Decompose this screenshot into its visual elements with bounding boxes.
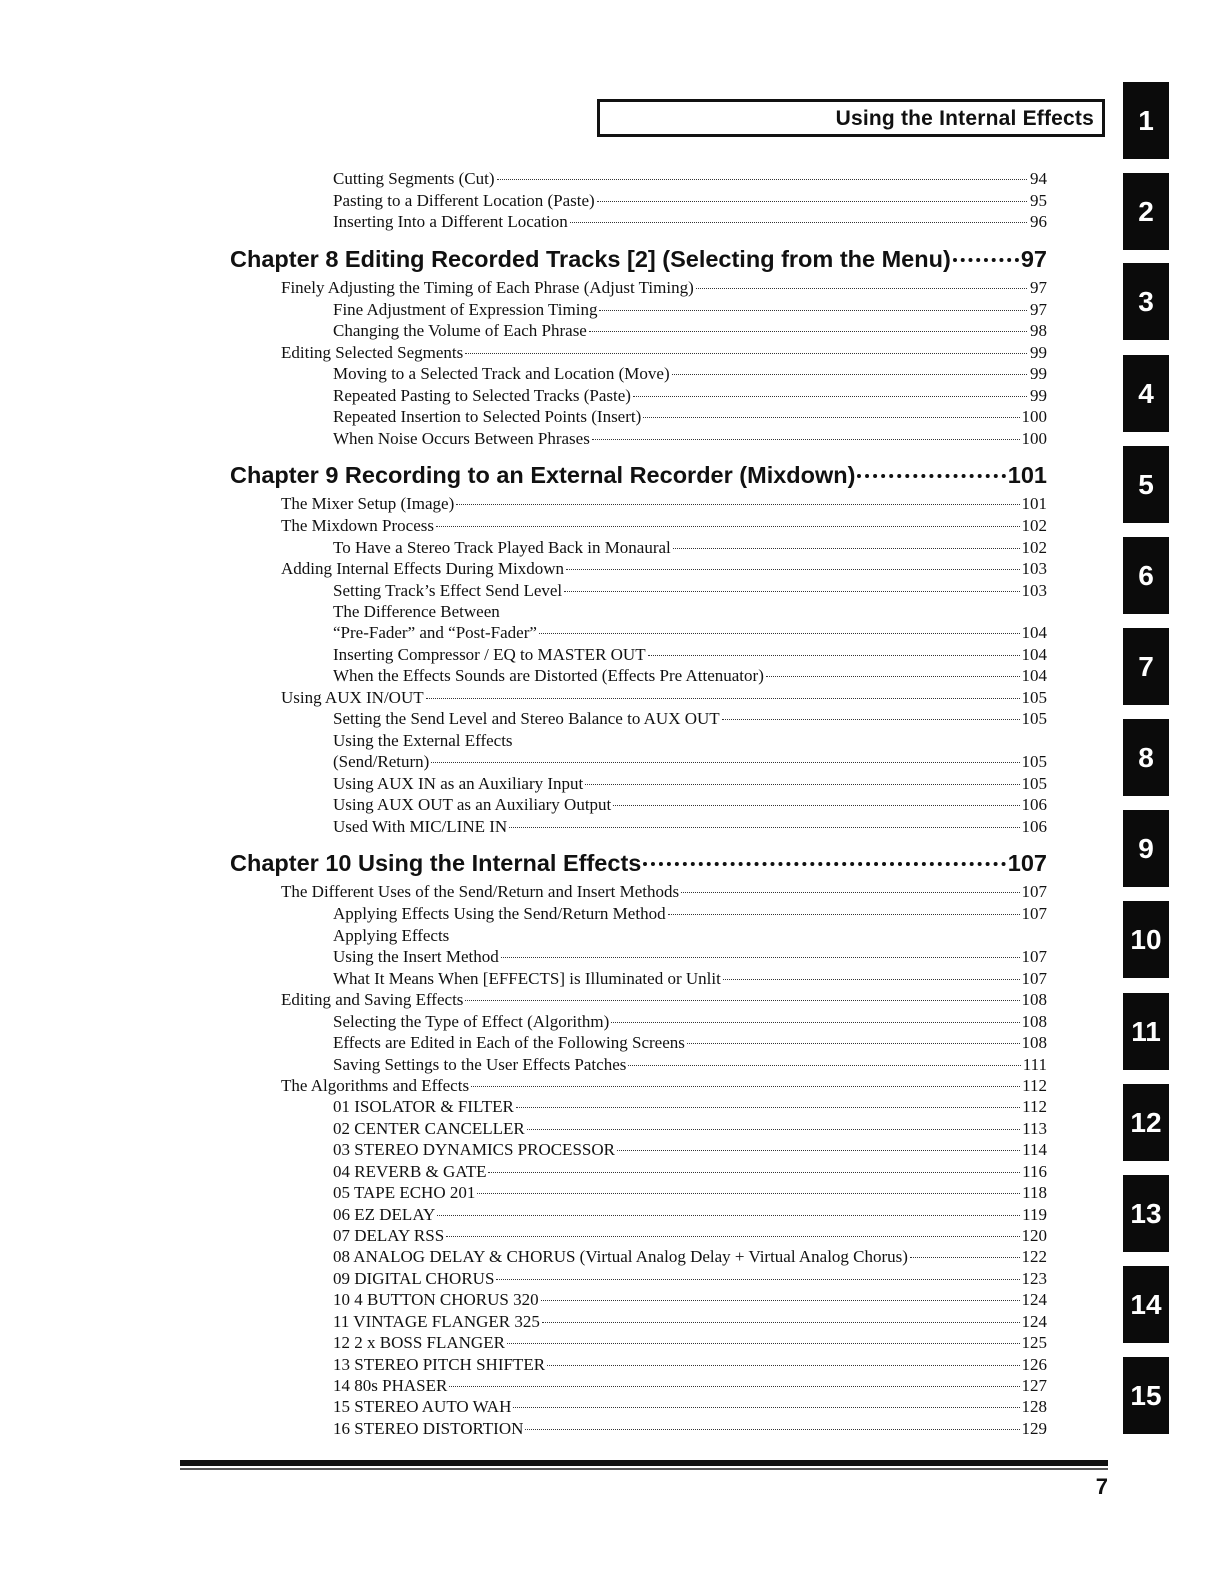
dot-leader: [566, 569, 1020, 570]
toc-entry-page: 106: [1021, 817, 1047, 836]
chapter-tab-2[interactable]: 2: [1123, 173, 1169, 250]
toc-entry-title: 01 ISOLATOR & FILTER: [333, 1097, 514, 1116]
toc-entry[interactable]: [281, 493, 1047, 514]
chapter-page: 97: [1020, 246, 1047, 272]
dot-leader: [585, 784, 1019, 785]
toc-entry-title: The Different Uses of the Send/Return and Insert Methods: [281, 882, 680, 901]
toc-entry-page: 119: [1022, 1205, 1047, 1224]
toc-entry-title: 09 DIGITAL CHORUS: [333, 1269, 495, 1288]
chapter-tab-4[interactable]: 4: [1123, 355, 1169, 432]
chapter-heading[interactable]: [230, 849, 1047, 877]
dot-leader: [446, 1236, 1019, 1237]
toc-entry-page: 103: [1021, 581, 1047, 600]
toc-entry-page: 118: [1022, 1183, 1047, 1202]
toc-entry-title: Editing and Saving Effects: [281, 990, 464, 1009]
toc-entry-title: Saving Settings to the User Effects Patches: [333, 1055, 627, 1074]
dot-leader: [426, 698, 1020, 699]
toc-entry-title: 06 EZ DELAY: [333, 1205, 436, 1224]
chapter-tab-10[interactable]: 10: [1123, 901, 1169, 978]
dot-leader: [910, 1257, 1020, 1258]
toc-entry-page: 100: [1021, 407, 1047, 426]
toc-entry-title: Editing Selected Segments: [281, 343, 464, 362]
toc-entry[interactable]: [333, 1161, 1047, 1182]
chapter-tab-1[interactable]: 1: [1123, 82, 1169, 159]
toc-entry[interactable]: [333, 299, 1047, 320]
toc-entry-title: 15 STEREO AUTO WAH: [333, 1397, 512, 1416]
toc-entry[interactable]: [281, 687, 1047, 708]
dot-leader: [633, 396, 1027, 397]
toc-entry-page: 113: [1022, 1119, 1047, 1138]
chapter-tab-8[interactable]: 8: [1123, 719, 1169, 796]
toc-entry-page: 102: [1021, 538, 1047, 557]
chapter-tab-11[interactable]: 11: [1123, 993, 1169, 1070]
chapter-tab-13[interactable]: 13: [1123, 1175, 1169, 1252]
toc-entry-page: 116: [1022, 1162, 1047, 1181]
toc-entry-page: 124: [1021, 1290, 1047, 1309]
toc-entry-page: 129: [1021, 1419, 1047, 1438]
dot-leader: [722, 719, 1020, 720]
toc-entry-page: 111: [1022, 1055, 1047, 1074]
toc-entry[interactable]: [333, 406, 1047, 427]
chapter-heading[interactable]: [230, 245, 1047, 273]
dot-leader: [497, 179, 1028, 180]
toc-entry-title: “Pre-Fader” and “Post-Fader”: [333, 623, 537, 642]
toc-entry-page: 105: [1021, 774, 1047, 793]
toc-entry-title: Repeated Insertion to Selected Points (Insert): [333, 407, 642, 426]
dot-leader: [766, 676, 1020, 677]
toc-entry[interactable]: [333, 363, 1047, 384]
dot-leader: [477, 1193, 1020, 1194]
toc-entry-title: To Have a Stereo Track Played Back in Monaural: [333, 538, 671, 557]
chapter-tab-14[interactable]: 14: [1123, 1266, 1169, 1343]
dot-leader: [673, 548, 1020, 549]
toc-entry-title: Inserting Compressor / EQ to MASTER OUT: [333, 645, 646, 664]
toc-entry[interactable]: [333, 925, 449, 946]
dot-leader: [597, 201, 1027, 202]
toc-entry[interactable]: [281, 342, 1047, 363]
toc-entry-page: 108: [1021, 1033, 1047, 1052]
toc-entry-title: What It Means When [EFFECTS] is Illuminated or Unlit: [333, 969, 721, 988]
toc-entry[interactable]: [333, 1182, 1047, 1203]
running-header: [597, 99, 1105, 137]
toc-entry[interactable]: [333, 708, 1047, 729]
dot-leader: [436, 526, 1020, 527]
chapter-tab-5[interactable]: 5: [1123, 446, 1169, 523]
toc-entry[interactable]: [333, 622, 1047, 643]
toc-entry[interactable]: [333, 1225, 1047, 1246]
toc-entry-title: Setting Track’s Effect Send Level: [333, 581, 563, 600]
toc-entry-title: When Noise Occurs Between Phrases: [333, 429, 590, 448]
chapter-tab-9[interactable]: 9: [1123, 810, 1169, 887]
toc-entry-page: 95: [1030, 191, 1047, 210]
dot-leader: [525, 1429, 1019, 1430]
toc-entry-page: 101: [1021, 494, 1047, 513]
toc-entry[interactable]: [281, 277, 1047, 298]
toc-entry[interactable]: [333, 1011, 1047, 1032]
dot-leader: [564, 591, 1019, 592]
dot-leader: [599, 310, 1027, 311]
toc-entry-page: 114: [1022, 1140, 1047, 1159]
toc-entry-title: Finely Adjusting the Timing of Each Phrase (Adjust Timing): [281, 278, 694, 297]
toc-entry[interactable]: [333, 730, 513, 751]
toc-entry-title: The Difference Between: [333, 602, 500, 621]
toc-entry-page: 127: [1021, 1376, 1047, 1395]
toc-entry-title: 10 4 BUTTON CHORUS 320: [333, 1290, 539, 1309]
toc-entry-title: 14 80s PHASER: [333, 1376, 448, 1395]
toc-entry-title: The Algorithms and Effects: [281, 1076, 470, 1095]
toc-entry-page: 96: [1030, 212, 1047, 231]
toc-entry[interactable]: [333, 1354, 1047, 1375]
dot-leader: [628, 1065, 1020, 1066]
toc-entry[interactable]: [333, 794, 1047, 815]
dot-leader: [456, 504, 1019, 505]
toc-entry[interactable]: [333, 1096, 1047, 1117]
toc-entry[interactable]: [333, 1118, 1047, 1139]
toc-entry-page: 107: [1021, 882, 1047, 901]
toc-entry[interactable]: [333, 1268, 1047, 1289]
dot-leader: [611, 1022, 1019, 1023]
chapter-tab-7[interactable]: 7: [1123, 628, 1169, 705]
chapter-tab-12[interactable]: 12: [1123, 1084, 1169, 1161]
toc-entry[interactable]: [333, 751, 1047, 772]
toc-entry-title: Using AUX IN/OUT: [281, 688, 424, 707]
toc-entry-page: 105: [1021, 752, 1047, 771]
dot-leader: [570, 222, 1027, 223]
dot-leader: [539, 633, 1020, 634]
toc-entry[interactable]: [333, 1289, 1047, 1310]
toc-entry-title: Adding Internal Effects During Mixdown: [281, 559, 564, 578]
toc-entry-page: 106: [1021, 795, 1047, 814]
toc-entry-page: 104: [1021, 623, 1047, 642]
toc-entry[interactable]: [333, 1311, 1047, 1332]
toc-entry-page: 97: [1030, 300, 1047, 319]
dot-leader: [592, 439, 1020, 440]
toc-entry-page: 100: [1021, 429, 1047, 448]
dot-leader: [465, 353, 1027, 354]
toc-entry[interactable]: [281, 558, 1047, 579]
toc-entry[interactable]: [333, 665, 1047, 686]
chapter-title: Chapter 8 Editing Recorded Tracks [2] (Selecting from the Menu): [230, 246, 951, 272]
dot-leader: [589, 331, 1027, 332]
dot-leader: [516, 1107, 1020, 1108]
toc-entry[interactable]: [333, 1418, 1047, 1439]
dot-leader: [547, 1365, 1019, 1366]
toc-entry-title: Selecting the Type of Effect (Algorithm): [333, 1012, 610, 1031]
toc-entry-page: 124: [1021, 1312, 1047, 1331]
toc-entry[interactable]: [333, 1054, 1047, 1075]
toc-entry[interactable]: [333, 1375, 1047, 1396]
toc-entry[interactable]: [333, 1032, 1047, 1053]
toc-entry-title: 11 VINTAGE FLANGER 325: [333, 1312, 540, 1331]
toc-entry[interactable]: [333, 168, 1047, 189]
toc-entry-page: 94: [1030, 169, 1047, 188]
toc-entry-title: 16 STEREO DISTORTION: [333, 1419, 524, 1438]
toc-entry-page: 99: [1030, 364, 1047, 383]
dot-leader: [857, 474, 1005, 478]
toc-entry-title: Cutting Segments (Cut): [333, 169, 495, 188]
toc-entry-title: 05 TAPE ECHO 201: [333, 1183, 476, 1202]
chapter-tab-3[interactable]: 3: [1123, 263, 1169, 340]
toc-entry-title: 08 ANALOG DELAY & CHORUS (Virtual Analog Delay + Virtual Analog Chorus): [333, 1247, 908, 1266]
toc-entry-title: Applying Effects Using the Send/Return Method: [333, 904, 666, 923]
dot-leader: [668, 914, 1020, 915]
toc-entry[interactable]: [333, 385, 1047, 406]
dot-leader: [449, 1386, 1019, 1387]
toc-entry-title: The Mixer Setup (Image): [281, 494, 455, 513]
dot-leader: [643, 862, 1005, 866]
dot-leader: [465, 1000, 1019, 1001]
toc-entry-page: 99: [1030, 386, 1047, 405]
toc-entry[interactable]: [333, 1139, 1047, 1160]
toc-entry[interactable]: [333, 320, 1047, 341]
toc-entry[interactable]: [281, 515, 1047, 536]
toc-entry-page: 104: [1021, 645, 1047, 664]
toc-entry[interactable]: [333, 580, 1047, 601]
toc-entry-page: 107: [1021, 904, 1047, 923]
dot-leader: [437, 1215, 1020, 1216]
toc-entry-page: 99: [1030, 343, 1047, 362]
toc-entry-title: Using AUX IN as an Auxiliary Input: [333, 774, 584, 793]
toc-entry-page: 120: [1021, 1226, 1047, 1245]
toc-entry-page: 128: [1021, 1397, 1047, 1416]
dot-leader: [643, 417, 1019, 418]
toc-entry-page: 126: [1021, 1355, 1047, 1374]
toc-entry-title: Setting the Send Level and Stereo Balance to AUX OUT: [333, 709, 720, 728]
dot-leader: [687, 1043, 1020, 1044]
dot-leader: [672, 374, 1027, 375]
dot-leader: [617, 1150, 1020, 1151]
toc-entry-title: Using the Insert Method: [333, 947, 499, 966]
dot-leader: [471, 1086, 1020, 1087]
chapter-tab-15[interactable]: 15: [1123, 1357, 1169, 1434]
footer-rule: [180, 1460, 1108, 1466]
toc-entry[interactable]: [333, 644, 1047, 665]
toc-entry-title: Using the External Effects: [333, 731, 513, 750]
toc-entry[interactable]: [333, 946, 1047, 967]
chapter-title: Chapter 10 Using the Internal Effects: [230, 850, 642, 876]
chapter-tab-6[interactable]: 6: [1123, 537, 1169, 614]
toc-entry-page: 108: [1021, 990, 1047, 1009]
dot-leader: [953, 258, 1019, 262]
toc-entry-page: 104: [1021, 666, 1047, 685]
toc-entry-title: 02 CENTER CANCELLER: [333, 1119, 525, 1138]
toc-entry-page: 108: [1021, 1012, 1047, 1031]
toc-entry-title: (Send/Return): [333, 752, 430, 771]
toc-entry-title: 12 2 x BOSS FLANGER: [333, 1333, 505, 1352]
dot-leader: [507, 1343, 1020, 1344]
page-number: 7: [1095, 1474, 1108, 1499]
toc-entry-title: Applying Effects: [333, 926, 450, 945]
chapter-title: Chapter 9 Recording to an External Recorder (Mixdown): [230, 462, 856, 488]
toc-entry[interactable]: [281, 989, 1047, 1010]
toc-entry-page: 103: [1021, 559, 1047, 578]
toc-entry-title: Changing the Volume of Each Phrase: [333, 321, 587, 340]
toc-entry-page: 125: [1021, 1333, 1047, 1352]
dot-leader: [501, 957, 1020, 958]
toc-entry[interactable]: [333, 537, 1047, 558]
dot-leader: [496, 1279, 1019, 1280]
toc-entry-title: The Mixdown Process: [281, 516, 434, 535]
toc-entry-title: Inserting Into a Different Location: [333, 212, 568, 231]
toc-entry[interactable]: [333, 428, 1047, 449]
toc-entry-page: 98: [1030, 321, 1047, 340]
dot-leader: [723, 979, 1020, 980]
toc-entry[interactable]: [333, 1204, 1047, 1225]
toc-entry[interactable]: [333, 903, 1047, 924]
chapter-heading[interactable]: [230, 461, 1047, 489]
toc-entry[interactable]: [333, 1396, 1047, 1417]
toc-entry[interactable]: [333, 1246, 1047, 1267]
toc-entry-page: 105: [1021, 709, 1047, 728]
toc-entry-page: 105: [1021, 688, 1047, 707]
dot-leader: [648, 655, 1020, 656]
toc-entry-title: 04 REVERB & GATE: [333, 1162, 487, 1181]
toc-entry-page: 112: [1022, 1097, 1047, 1116]
chapter-page: 101: [1007, 462, 1047, 488]
toc-entry-title: When the Effects Sounds are Distorted (Effects Pre Attenuator): [333, 666, 764, 685]
toc-entry[interactable]: [333, 1332, 1047, 1353]
dot-leader: [513, 1407, 1019, 1408]
toc-entry-page: 102: [1021, 516, 1047, 535]
toc-entry[interactable]: [333, 968, 1047, 989]
dot-leader: [696, 288, 1027, 289]
toc-entry[interactable]: [333, 190, 1047, 211]
dot-leader: [431, 762, 1019, 763]
chapter-tabs: [1123, 0, 1169, 1590]
toc-entry-title: Used With MIC/LINE IN: [333, 817, 508, 836]
toc-entry-title: Pasting to a Different Location (Paste): [333, 191, 595, 210]
toc-entry[interactable]: [333, 816, 1047, 837]
toc-entry[interactable]: [333, 601, 500, 622]
running-header-title: Using the Internal Effects: [835, 107, 1094, 130]
dot-leader: [509, 827, 1019, 828]
chapter-page: 107: [1007, 850, 1047, 876]
toc-entry-title: 13 STEREO PITCH SHIFTER: [333, 1355, 546, 1374]
toc-entry-page: 107: [1021, 947, 1047, 966]
toc-entry-title: Moving to a Selected Track and Location (Move): [333, 364, 670, 383]
dot-leader: [488, 1172, 1020, 1173]
toc-entry-page: 112: [1022, 1076, 1047, 1095]
toc-entry-page: 97: [1030, 278, 1047, 297]
dot-leader: [542, 1322, 1020, 1323]
toc-entry-page: 107: [1021, 969, 1047, 988]
toc-entry-title: Using AUX OUT as an Auxiliary Output: [333, 795, 612, 814]
toc-entry-title: 03 STEREO DYNAMICS PROCESSOR: [333, 1140, 615, 1159]
toc-entry-page: 123: [1021, 1269, 1047, 1288]
toc-entry[interactable]: [281, 881, 1047, 902]
dot-leader: [541, 1300, 1020, 1301]
toc-entry-title: 07 DELAY RSS: [333, 1226, 445, 1245]
dot-leader: [681, 892, 1019, 893]
dot-leader: [613, 805, 1019, 806]
toc-entry-title: Repeated Pasting to Selected Tracks (Paste): [333, 386, 631, 405]
toc-entry-title: Effects are Edited in Each of the Following Screens: [333, 1033, 685, 1052]
toc-entry-title: Fine Adjustment of Expression Timing: [333, 300, 598, 319]
dot-leader: [527, 1129, 1020, 1130]
footer-rule-thin: [180, 1468, 1108, 1470]
toc-entry-page: 122: [1021, 1247, 1047, 1266]
toc-entry[interactable]: [281, 1075, 1047, 1096]
toc-entry[interactable]: [333, 773, 1047, 794]
toc-entry[interactable]: [333, 211, 1047, 232]
